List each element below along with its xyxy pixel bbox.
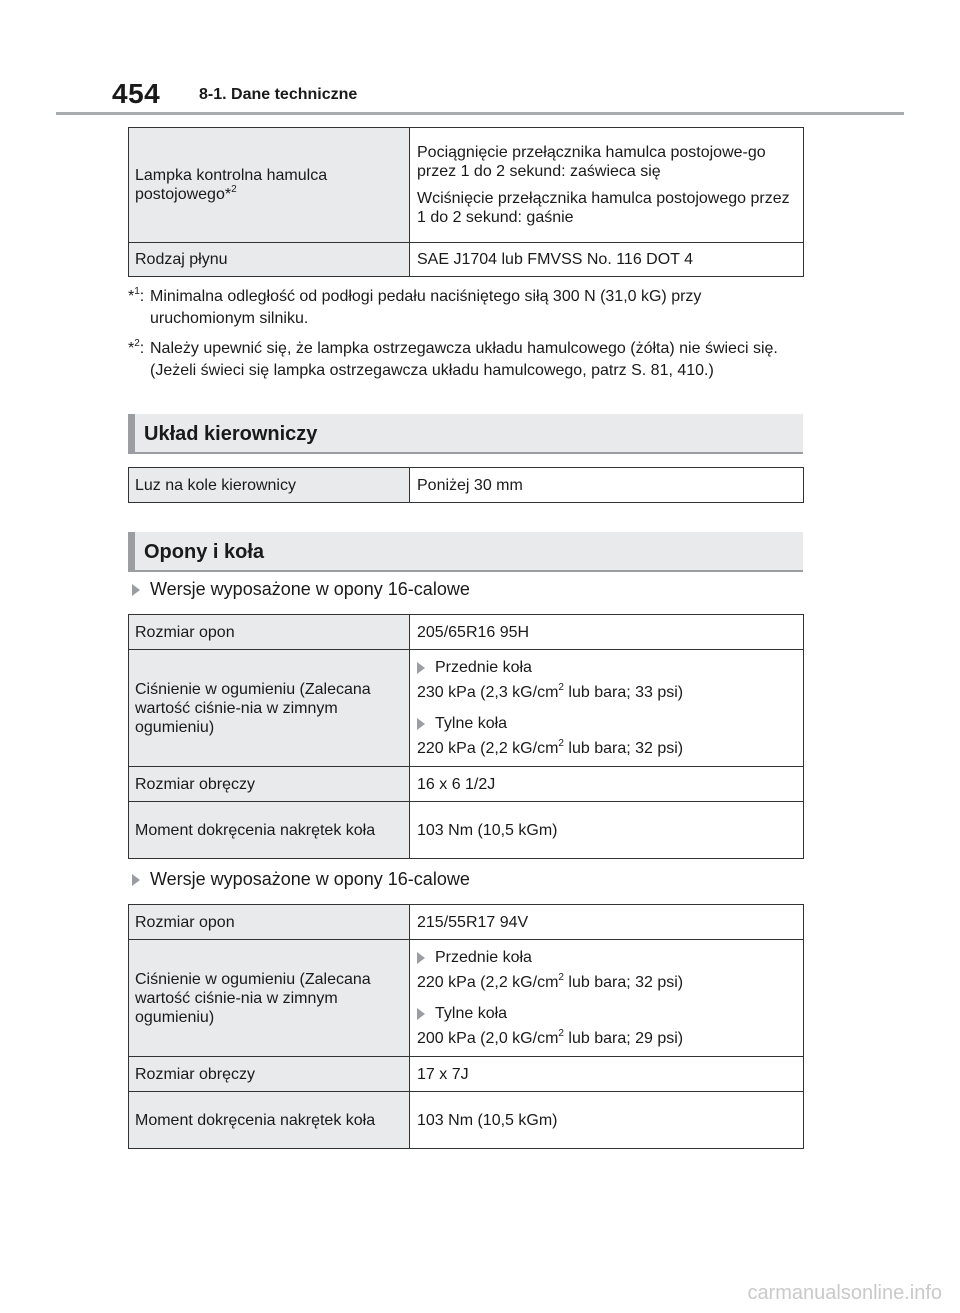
pressure-rear-label: Tylne koła: [417, 1004, 796, 1023]
pressure-rear-value: 200 kPa (2,0 $kG/cm^2$ lub bara; 29 psi): [417, 1028, 684, 1047]
table-row: [129, 615, 804, 650]
triangle-bullet-icon: [132, 874, 140, 886]
pressure-rear-value: 220 kPa (2,2 $kG/cm^2$ lub bara; 32 psi): [417, 738, 684, 757]
table-label-cell: Lampka kontrolna hamulca postojowego*$^2$: [129, 128, 410, 243]
pressure-front-label: Przednie koła: [417, 948, 796, 967]
table-row: [129, 128, 804, 243]
pressure-front-value: 220 kPa (2,2 $kG/cm^2$ lub bara; 32 psi): [417, 972, 684, 991]
triangle-bullet-icon: [417, 662, 425, 674]
triangle-bullet-icon: [417, 718, 425, 730]
table-value-cell: 103 Nm (10,5 kGm): [410, 1092, 804, 1149]
watermark: carmanualsonline.info: [747, 1282, 942, 1304]
table-value-cell: 205/65R16 95H: [410, 615, 804, 650]
header-divider: [56, 112, 904, 115]
table-row: [129, 940, 804, 1057]
table-row: [129, 767, 804, 802]
table-value-cell: [410, 940, 804, 1057]
table-label-cell: Rozmiar opon: [129, 905, 410, 940]
section-heading-title: Opony i koła: [144, 541, 265, 563]
table-row: [129, 905, 804, 940]
steering-spec-table: [128, 467, 804, 503]
footnote: [128, 286, 804, 330]
heading-accent-bar: [128, 532, 135, 572]
table-label-cell: Moment dokręcenia nakrętek koła: [129, 1092, 410, 1149]
tire-spec-table: [128, 614, 804, 859]
section-heading-title: Układ kierowniczy: [144, 423, 318, 445]
footnote-text: Należy upewnić się, że lampka ostrzegawcza układu hamulcowego (żółta) nie świeci się. (Jeżeli świeci się lampka ostrzegawcza układu hamulcowego, patrz S. 81, 410.): [150, 340, 778, 379]
variant-title: Wersje wyposażone w opony 16-calowe: [150, 869, 470, 889]
table-row: [129, 1057, 804, 1092]
table-label-cell: Rodzaj płynu: [129, 243, 410, 277]
footnote-mark: *$^2$:: [128, 338, 145, 357]
table-label-cell: Luz na kole kierownicy: [129, 468, 410, 503]
table-label-cell: Rozmiar obręczy: [129, 767, 410, 802]
pressure-front-label: Przednie koła: [417, 658, 796, 677]
brake-spec-table: [128, 127, 804, 277]
variant-heading: [132, 869, 470, 890]
table-value-cell: 17 x 7J: [410, 1057, 804, 1092]
table-value-cell: [410, 650, 804, 767]
table-label-cell: Rozmiar obręczy: [129, 1057, 410, 1092]
footnote-mark: *$^1$:: [128, 286, 145, 305]
table-label-cell: Ciśnienie w ogumieniu (Zalecana wartość ciśnie-nia w zimnym ogumieniu): [129, 650, 410, 767]
section-heading-tires: [128, 532, 803, 572]
table-row: [129, 1092, 804, 1149]
table-value-cell: Pociągnięcie przełącznika hamulca postojowe-go przez 1 do 2 sekund: zaświeca się Wciśnięcie przełącznika hamulca postojowego przez 1 do 2 sekund: gaśnie: [410, 128, 804, 243]
table-value-cell: 215/55R17 94V: [410, 905, 804, 940]
triangle-bullet-icon: [132, 584, 140, 596]
table-row: [129, 468, 804, 503]
variant-title: Wersje wyposażone w opony 16-calowe: [150, 579, 470, 599]
pressure-rear-label: Tylne koła: [417, 714, 796, 733]
footnotes: [128, 286, 804, 390]
footnote: [128, 338, 804, 382]
page-number: 454: [112, 78, 161, 109]
variant-heading: [132, 579, 470, 600]
table-label-cell: Ciśnienie w ogumieniu (Zalecana wartość ciśnie-nia w zimnym ogumieniu): [129, 940, 410, 1057]
pressure-front-value: 230 kPa (2,3 $kG/cm^2$ lub bara; 33 psi): [417, 682, 684, 701]
table-value-cell: 16 x 6 1/2J: [410, 767, 804, 802]
tire-spec-table: [128, 904, 804, 1149]
table-label-cell: Moment dokręcenia nakrętek koła: [129, 802, 410, 859]
table-value-cell: Poniżej 30 mm: [410, 468, 804, 503]
table-row: [129, 243, 804, 277]
section-title: 8-1. Dane techniczne: [199, 86, 358, 103]
triangle-bullet-icon: [417, 952, 425, 964]
table-value-cell: 103 Nm (10,5 kGm): [410, 802, 804, 859]
section-heading-steering: [128, 414, 803, 454]
table-value-cell: SAE J1704 lub FMVSS No. 116 DOT 4: [410, 243, 804, 277]
triangle-bullet-icon: [417, 1008, 425, 1020]
table-label-cell: Rozmiar opon: [129, 615, 410, 650]
table-row: [129, 802, 804, 859]
heading-accent-bar: [128, 414, 135, 454]
footnote-text: Minimalna odległość od podłogi pedału naciśniętego siłą 300 N (31,0 kG) przy uruchomionym silniku.: [150, 288, 702, 327]
table-row: [129, 650, 804, 767]
